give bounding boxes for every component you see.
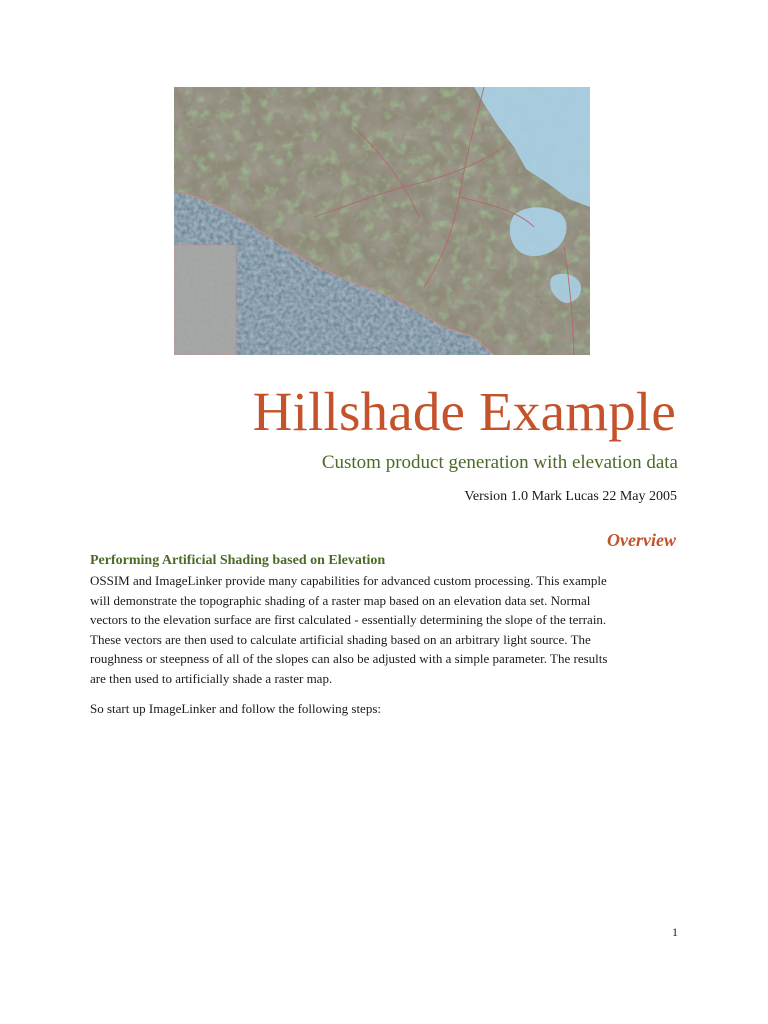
document-subtitle: Custom product generation with elevation data <box>321 452 678 473</box>
section-heading-overview: Overview <box>607 530 676 550</box>
paragraph-line: are then used to artificially shade a raster map. <box>90 670 333 686</box>
paragraph-line: These vectors are then used to calculate artificial shading based on an arbitrary light source. The <box>90 631 591 647</box>
document-title: Hillshade Example <box>252 381 676 442</box>
paragraph-line: roughness or steepness of all of the slopes can also be adjusted with a simple parameter. The results <box>90 651 608 667</box>
hillshade-map-image <box>174 87 590 355</box>
page-number: 1 <box>672 925 678 939</box>
paragraph-line: OSSIM and ImageLinker provide many capabilities for advanced custom processing. This example <box>90 573 607 588</box>
paragraph-line: will demonstrate the topographic shading of a raster map based on an elevation data set. Normal <box>90 592 591 608</box>
version-line: Version 1.0 Mark Lucas 22 May 2005 <box>464 489 677 504</box>
hillshade-map-figure <box>174 87 590 355</box>
overview-paragraph <box>90 571 680 689</box>
instructions-paragraph: So start up ImageLinker and follow the following steps: <box>90 701 382 716</box>
paragraph-line: vectors to the elevation surface are first calculated - essentially determining the slope of the terrain. <box>90 612 607 628</box>
sub-heading: Performing Artificial Shading based on Elevation <box>90 553 386 568</box>
